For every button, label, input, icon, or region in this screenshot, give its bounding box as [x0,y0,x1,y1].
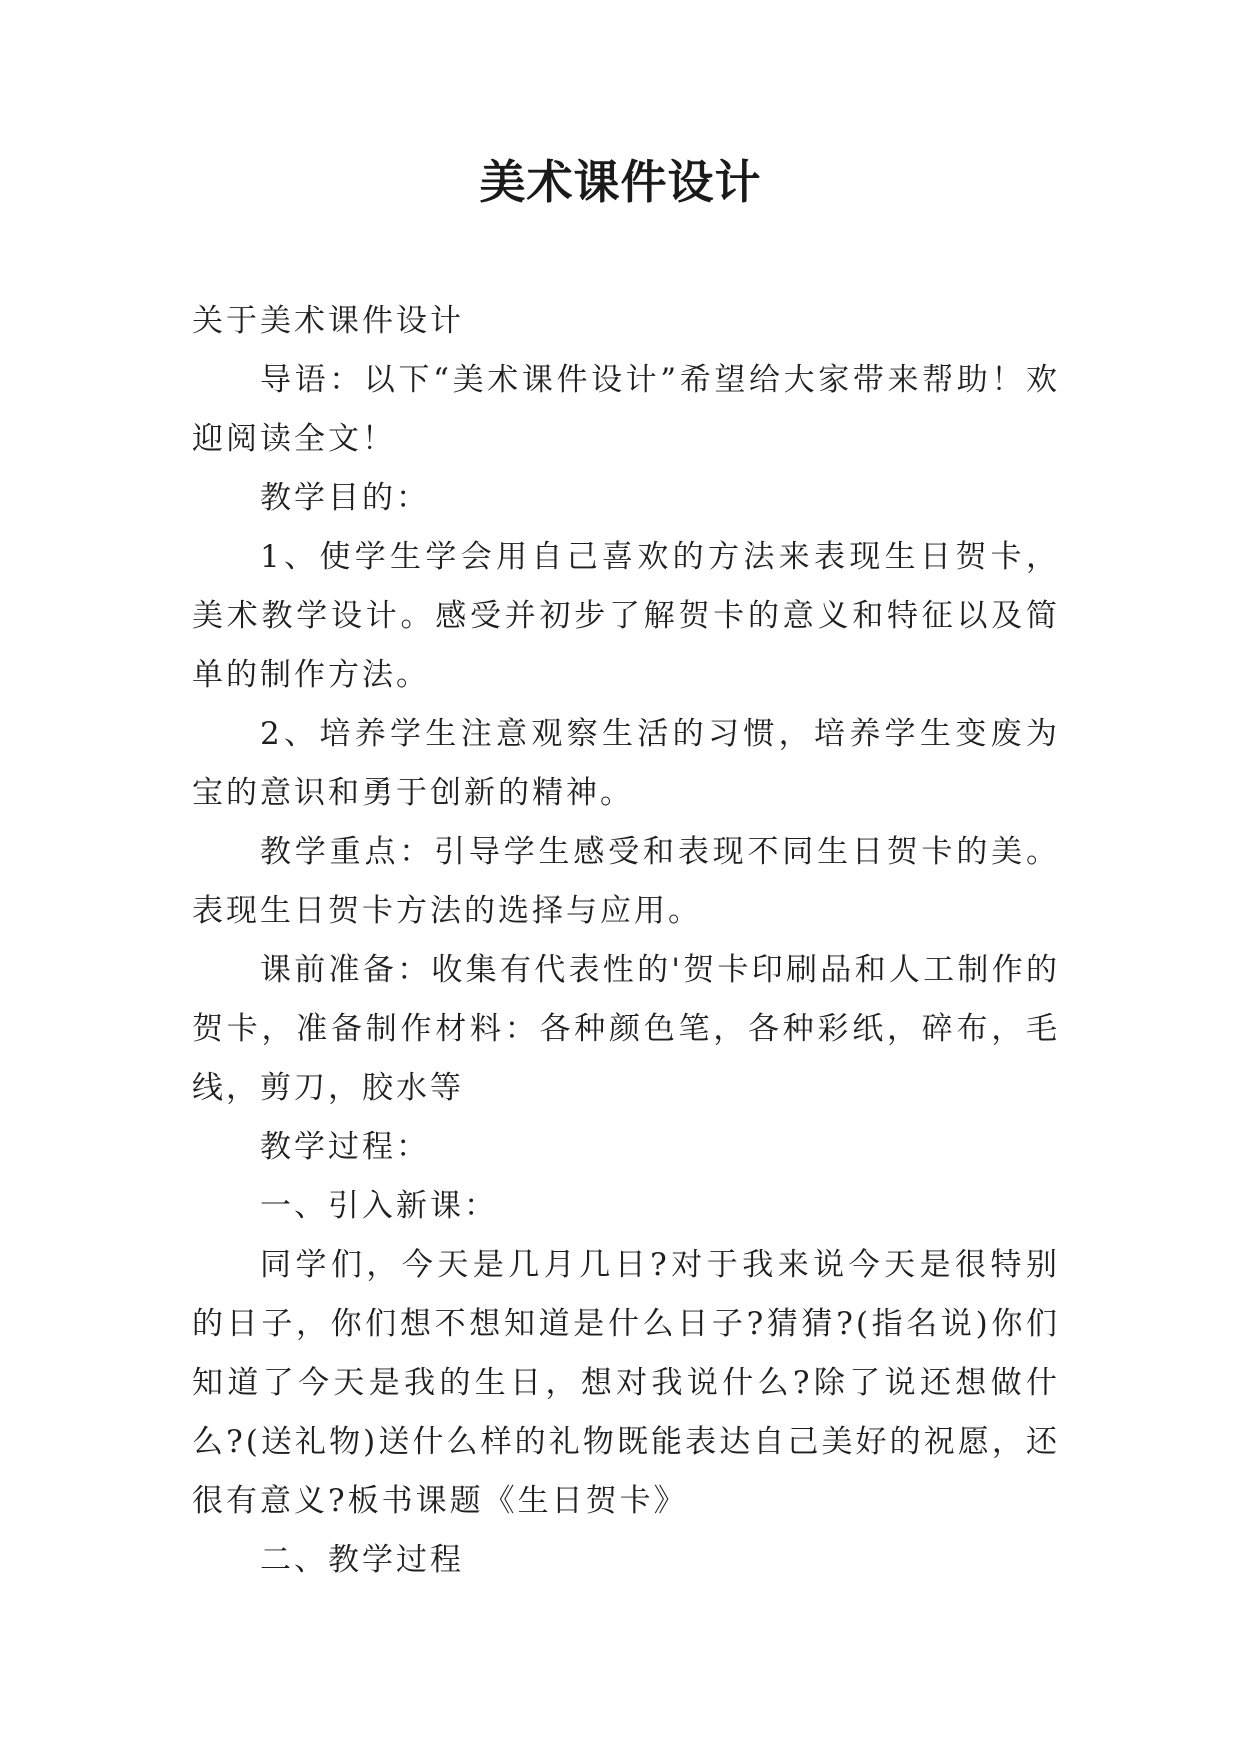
paragraph-teaching-goals-heading: 教学目的： [260,480,430,516]
paragraph-section-2: 二、教学过程 [260,1542,464,1578]
paragraph-subtitle: 关于美术课件设计 [192,303,464,339]
document-title: 美术课件设计 [479,155,762,209]
paragraph-goal-1: 1、使学生学会用自己喜欢的方法来表现生日贺卡，美术教学设计。感受并初步了解贺卡的意义和特征以及简单的制作方法。 [192,539,1060,693]
document-body [192,292,1060,1590]
paragraph-section-1: 一、引入新课： [260,1188,498,1224]
paragraph-goal-2: 2、培养学生注意观察生活的习惯，培养学生变废为宝的意识和勇于创新的精神。 [192,716,1060,811]
paragraph-teaching-focus: 教学重点：引导学生感受和表现不同生日贺卡的美。表现生日贺卡方法的选择与应用。 [192,834,1060,929]
paragraph-process-heading: 教学过程： [260,1129,430,1165]
paragraph-preparation: 课前准备：收集有代表性的'贺卡印刷品和人工制作的贺卡，准备制作材料：各种颜色笔，各种彩纸，碎布，毛线，剪刀，胶水等 [192,952,1060,1106]
paragraph-section-1-body: 同学们，今天是几月几日?对于我来说今天是很特别的日子，你们想不想知道是什么日子?猜猜?(指名说)你们知道了今天是我的生日，想对我说什么?除了说还想做什么?(送礼物)送什么样的礼物既能表达自己美好的祝愿，还很有意义?板书课题《生日贺卡》 [192,1247,1060,1519]
paragraph-intro: 导语：以下“美术课件设计”希望给大家带来帮助！欢迎阅读全文！ [192,362,1060,457]
